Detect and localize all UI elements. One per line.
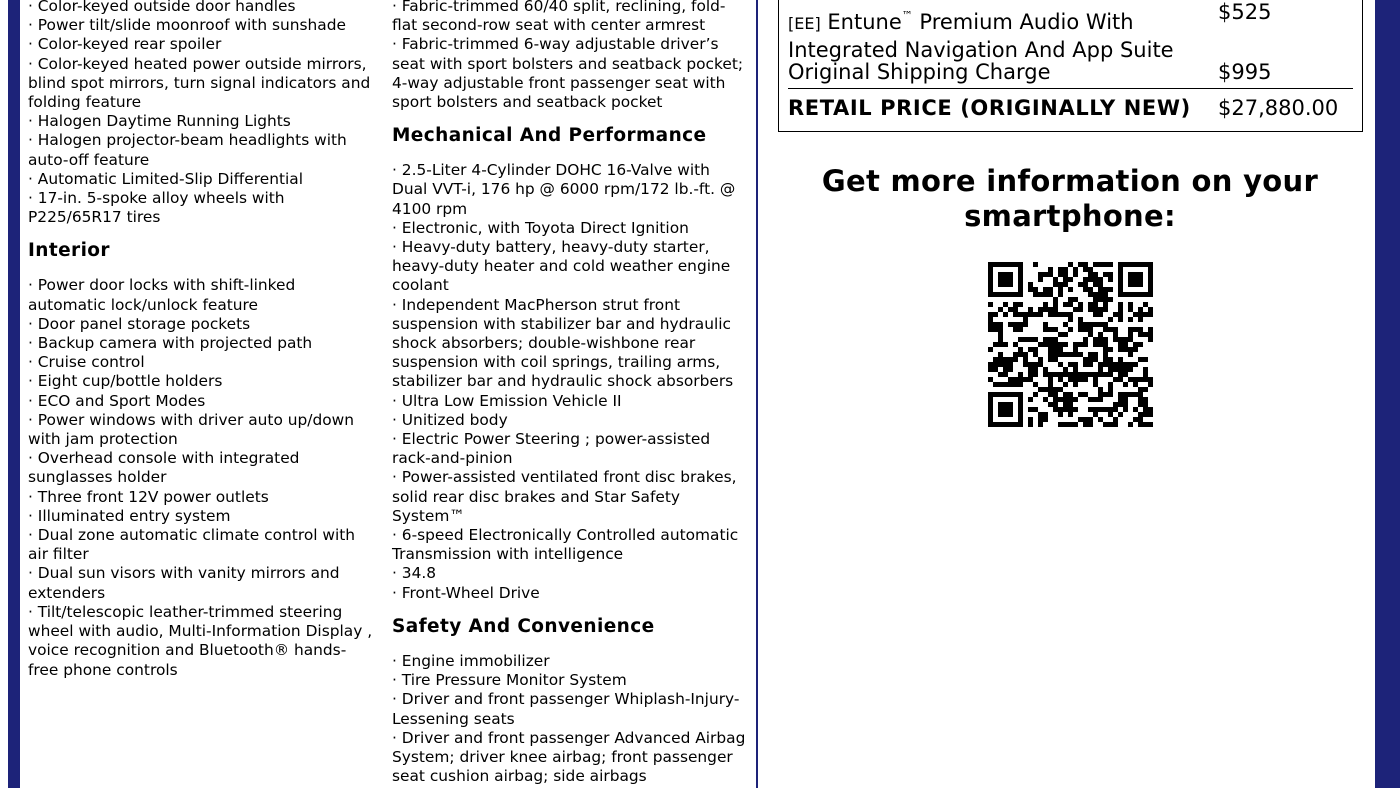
qr-code-icon[interactable] xyxy=(988,260,1153,429)
list-item: · Unitized body xyxy=(392,411,747,430)
option-name: Entune xyxy=(827,10,902,34)
list-item: · 6-speed Electronically Controlled automatic Transmission with intelligence xyxy=(392,526,747,564)
section-title-safety: Safety And Convenience xyxy=(392,615,655,637)
list-item: · 17-in. 5-spoke alloy wheels with P225/65R17 tires xyxy=(28,189,373,227)
option-name-rest: Premium Audio With Integrated Navigation And App Suite xyxy=(788,10,1174,62)
list-item: · Color-keyed heated power outside mirrors, blind spot mirrors, turn signal indicators and folding feature xyxy=(28,55,373,113)
option-code: [EE] xyxy=(788,14,821,33)
divider-line xyxy=(788,88,1353,89)
seating-list xyxy=(392,0,747,112)
list-item: · Tire Pressure Monitor System xyxy=(392,671,747,690)
option-description xyxy=(788,2,1208,64)
column-divider xyxy=(756,0,758,788)
option-price: $525 xyxy=(1218,0,1272,24)
features-column-2 xyxy=(392,0,747,786)
list-item: · Front-Wheel Drive xyxy=(392,584,747,603)
list-item: · Overhead console with integrated sunglasses holder xyxy=(28,449,373,487)
list-item: · 34.8 xyxy=(392,564,747,583)
list-item: · Halogen Daytime Running Lights xyxy=(28,112,373,131)
section-title-interior: Interior xyxy=(28,240,110,262)
list-item: · ECO and Sport Modes xyxy=(28,392,373,411)
list-item: · Tilt/telescopic leather-trimmed steering wheel with audio, Multi-Information Display , voice recognition and Bluetooth® hands-free phone controls xyxy=(28,603,373,680)
list-item: · Heavy-duty battery, heavy-duty starter, heavy-duty heater and cold weather engine coolant xyxy=(392,238,747,296)
list-item: · Eight cup/bottle holders xyxy=(28,372,373,391)
shipping-label: Original Shipping Charge xyxy=(788,60,1051,84)
list-item: · Fabric-trimmed 6-way adjustable driver’s seat with sport bolsters and seatback pocket; 4-way adjustable front passenger seat with sport bolsters and seatback pocket xyxy=(392,35,747,112)
list-item: · Color-keyed rear spoiler xyxy=(28,35,373,54)
list-item: · Illuminated entry system xyxy=(28,507,373,526)
safety-list xyxy=(392,652,747,786)
list-item: · Halogen projector-beam headlights with auto-off feature xyxy=(28,131,373,169)
list-item: · Power windows with driver auto up/down with jam protection xyxy=(28,411,373,449)
list-item: · Driver and front passenger Advanced Airbag System; driver knee airbag; front passenger seat cushion airbag; side airbags xyxy=(392,729,747,787)
price-summary-box xyxy=(778,0,1363,132)
list-item: · Dual sun visors with vanity mirrors and extenders xyxy=(28,564,373,602)
list-item: · Backup camera with projected path xyxy=(28,334,373,353)
smartphone-heading: Get more information on your smartphone: xyxy=(821,164,1319,233)
shipping-price: $995 xyxy=(1218,60,1272,84)
right-border xyxy=(1375,0,1400,788)
list-item: · Electronic, with Toyota Direct Ignition xyxy=(392,219,747,238)
list-item: · Dual zone automatic climate control with air filter xyxy=(28,526,373,564)
list-item: · Three front 12V power outlets xyxy=(28,488,373,507)
list-item: · Color-keyed outside door handles xyxy=(28,0,373,16)
list-item: · Power door locks with shift-linked automatic lock/unlock feature xyxy=(28,276,373,314)
list-item: · Driver and front passenger Whiplash-Injury-Lessening seats xyxy=(392,690,747,728)
list-item: · Automatic Limited-Slip Differential xyxy=(28,170,373,189)
trademark-mark: ™ xyxy=(901,9,913,22)
section-title-mechanical: Mechanical And Performance xyxy=(392,125,707,147)
list-item: · Engine immobilizer xyxy=(392,652,747,671)
list-item: · Power-assisted ventilated front disc brakes, solid rear disc brakes and Star Safety System™ xyxy=(392,468,747,526)
mechanical-list xyxy=(392,161,747,603)
list-item: · Electric Power Steering ; power-assisted rack-and-pinion xyxy=(392,430,747,468)
list-item: · Independent MacPherson strut front suspension with stabilizer bar and hydraulic shock absorbers; double-wishbone rear suspension with coil springs, trailing arms, stabilizer bar and hydraulic shock absorbers xyxy=(392,296,747,392)
list-item: · Ultra Low Emission Vehicle II xyxy=(392,392,747,411)
list-item: · Door panel storage pockets xyxy=(28,315,373,334)
list-item: · 2.5-Liter 4-Cylinder DOHC 16-Valve with Dual VVT-i, 176 hp @ 6000 rpm/172 lb.-ft. @ 4100 rpm xyxy=(392,161,747,219)
list-item: · Fabric-trimmed 60/40 split, reclining, fold-flat second-row seat with center armrest xyxy=(392,0,747,35)
left-border xyxy=(8,0,20,788)
list-item: · Cruise control xyxy=(28,353,373,372)
retail-price: $27,880.00 xyxy=(1218,96,1339,120)
interior-list xyxy=(28,276,373,679)
list-item: · Power tilt/slide moonroof with sunshade xyxy=(28,16,373,35)
exterior-list xyxy=(28,0,373,227)
features-column-1 xyxy=(28,0,373,680)
retail-label: RETAIL PRICE (ORIGINALLY NEW) xyxy=(788,96,1191,120)
